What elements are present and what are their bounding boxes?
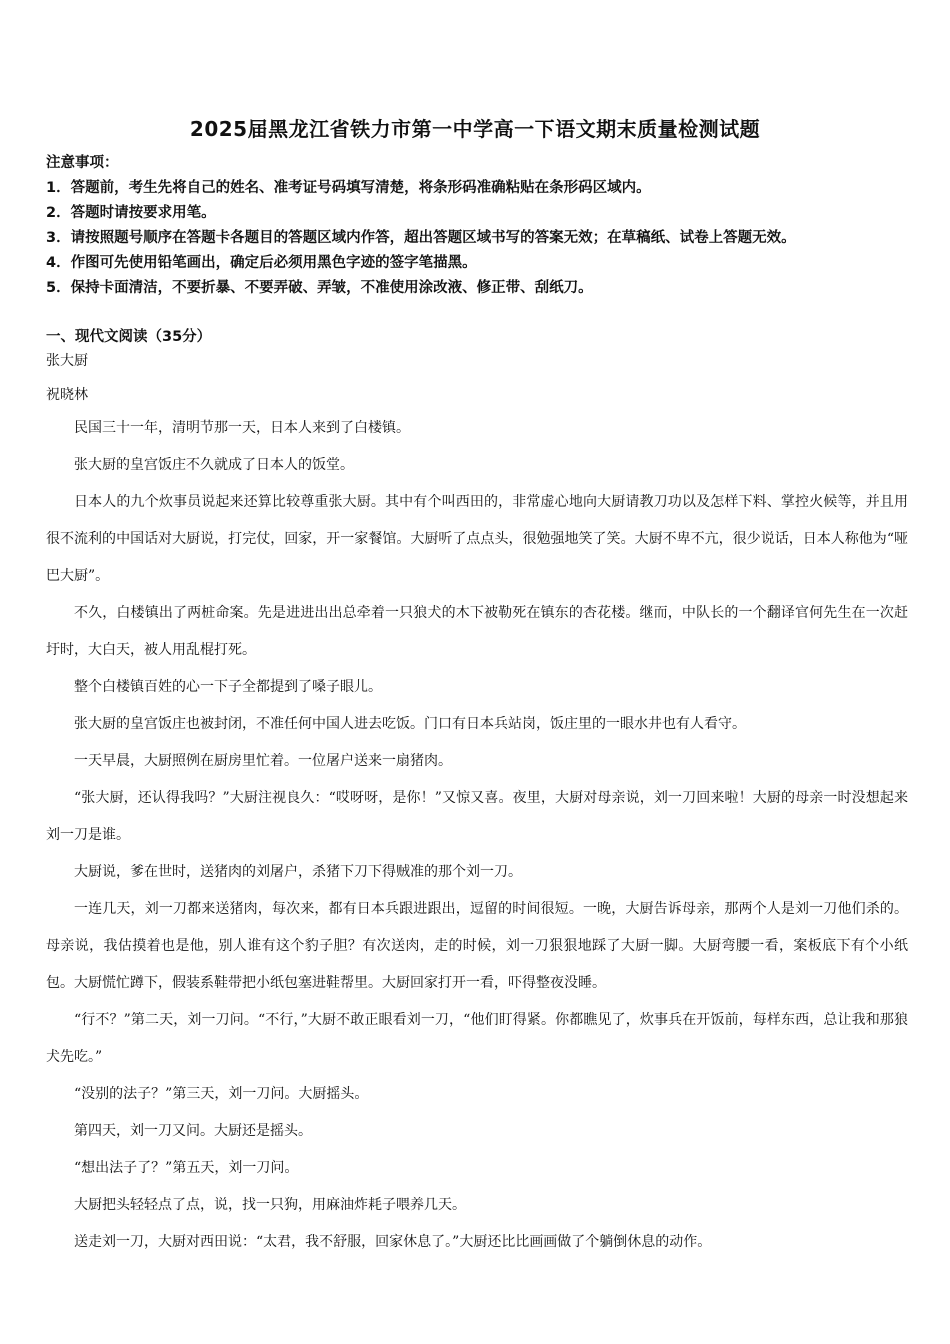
notice-item: 4．作图可先使用铅笔画出，确定后必须用黑色字迹的签字笔描黑。 [46, 255, 477, 271]
paragraph: 民国三十一年，清明节那一天，日本人来到了白楼镇。 [74, 420, 410, 436]
paragraph: 日本人的九个炊事员说起来还算比较尊重张大厨。其中有个叫西田的，非常虚心地向大厨请教刀功以及怎样下料、掌控火候等，并且用很不流利的中国话对大厨说，打完仗，回家，开一家餐馆。大厨听了点点头，很勉强地笑了笑。大厨不卑不亢，很少说话，日本人称他为“哑巴大厨”。 [46, 494, 908, 584]
paragraph: 大厨把头轻轻点了点，说，找一只狗，用麻油炸耗子喂养几天。 [74, 1197, 466, 1213]
paragraph: 不久，白楼镇出了两桩命案。先是进进出出总牵着一只狼犬的木下被勒死在镇东的杏花楼。继而，中队长的一个翻译官何先生在一次赶圩时，大白天，被人用乱棍打死。 [46, 605, 908, 658]
notice-block [46, 151, 926, 301]
page-title: 2025届黑龙江省铁力市第一中学高一下语文期末质量检测试题 [189, 117, 761, 141]
paragraph: 张大厨的皇宫饭庄不久就成了日本人的饭堂。 [74, 457, 354, 473]
notice-item: 5．保持卡面清洁，不要折暴、不要弄破、弄皱，不准使用涂改液、修正带、刮纸刀。 [46, 280, 593, 296]
paragraph: “张大厨，还认得我吗？”大厨注视良久：“哎呀呀，是你！”又惊又喜。夜里，大厨对母亲说，刘一刀回来啦！大厨的母亲一时没想起来刘一刀是谁。 [46, 790, 908, 843]
section-heading: 一、现代文阅读（35分） [46, 329, 212, 345]
paragraph: 一天早晨，大厨照例在厨房里忙着。一位屠户送来一扇猪肉。 [74, 753, 452, 769]
article-author: 祝晓林 [46, 387, 88, 403]
paragraph: 大厨说，爹在世时，送猪肉的刘屠户，杀猪下刀下得贼准的那个刘一刀。 [74, 864, 522, 880]
paragraph: “想出法子了？”第五天，刘一刀问。 [74, 1160, 299, 1176]
article-title: 张大厨 [46, 353, 88, 369]
notice-heading: 注意事项： [46, 155, 119, 171]
notice-item: 2．答题时请按要求用笔。 [46, 205, 216, 221]
paragraph: 整个白楼镇百姓的心一下子全都提到了嗓子眼儿。 [74, 679, 382, 695]
notice-item: 3．请按照题号顺序在答题卡各题目的答题区域内作答，超出答题区域书写的答案无效；在草稿纸、试卷上答题无效。 [46, 230, 796, 246]
paragraph: 送走刘一刀，大厨对西田说：“太君，我不舒服，回家休息了。”大厨还比比画画做了个躺倒休息的动作。 [74, 1234, 712, 1250]
paragraph: “没别的法子？”第三天，刘一刀问。大厨摇头。 [74, 1086, 369, 1102]
article-body [46, 410, 908, 1261]
paragraph: 第四天，刘一刀又问。大厨还是摇头。 [74, 1123, 312, 1139]
notice-item: 1．答题前，考生先将自己的姓名、准考证号码填写清楚，将条形码准确粘贴在条形码区域内。 [46, 180, 651, 196]
paragraph: 张大厨的皇宫饭庄也被封闭，不准任何中国人进去吃饭。门口有日本兵站岗，饭庄里的一眼水井也有人看守。 [74, 716, 746, 732]
paragraph: “行不？”第二天，刘一刀问。“不行，”大厨不敢正眼看刘一刀，“他们盯得紧。你都瞧见了，炊事兵在开饭前，每样东西，总让我和那狼犬先吃。” [46, 1012, 908, 1065]
paragraph: 一连几天，刘一刀都来送猪肉，每次来，都有日本兵跟进跟出，逗留的时间很短。一晚，大厨告诉母亲，那两个人是刘一刀他们杀的。母亲说，我估摸着也是他，别人谁有这个豹子胆？有次送肉，走的时候，刘一刀狠狠地踩了大厨一脚。大厨弯腰一看，案板底下有个小纸包。大厨慌忙蹲下，假装系鞋带把小纸包塞进鞋帮里。大厨回家打开一看，吓得整夜没睡。 [46, 901, 908, 991]
